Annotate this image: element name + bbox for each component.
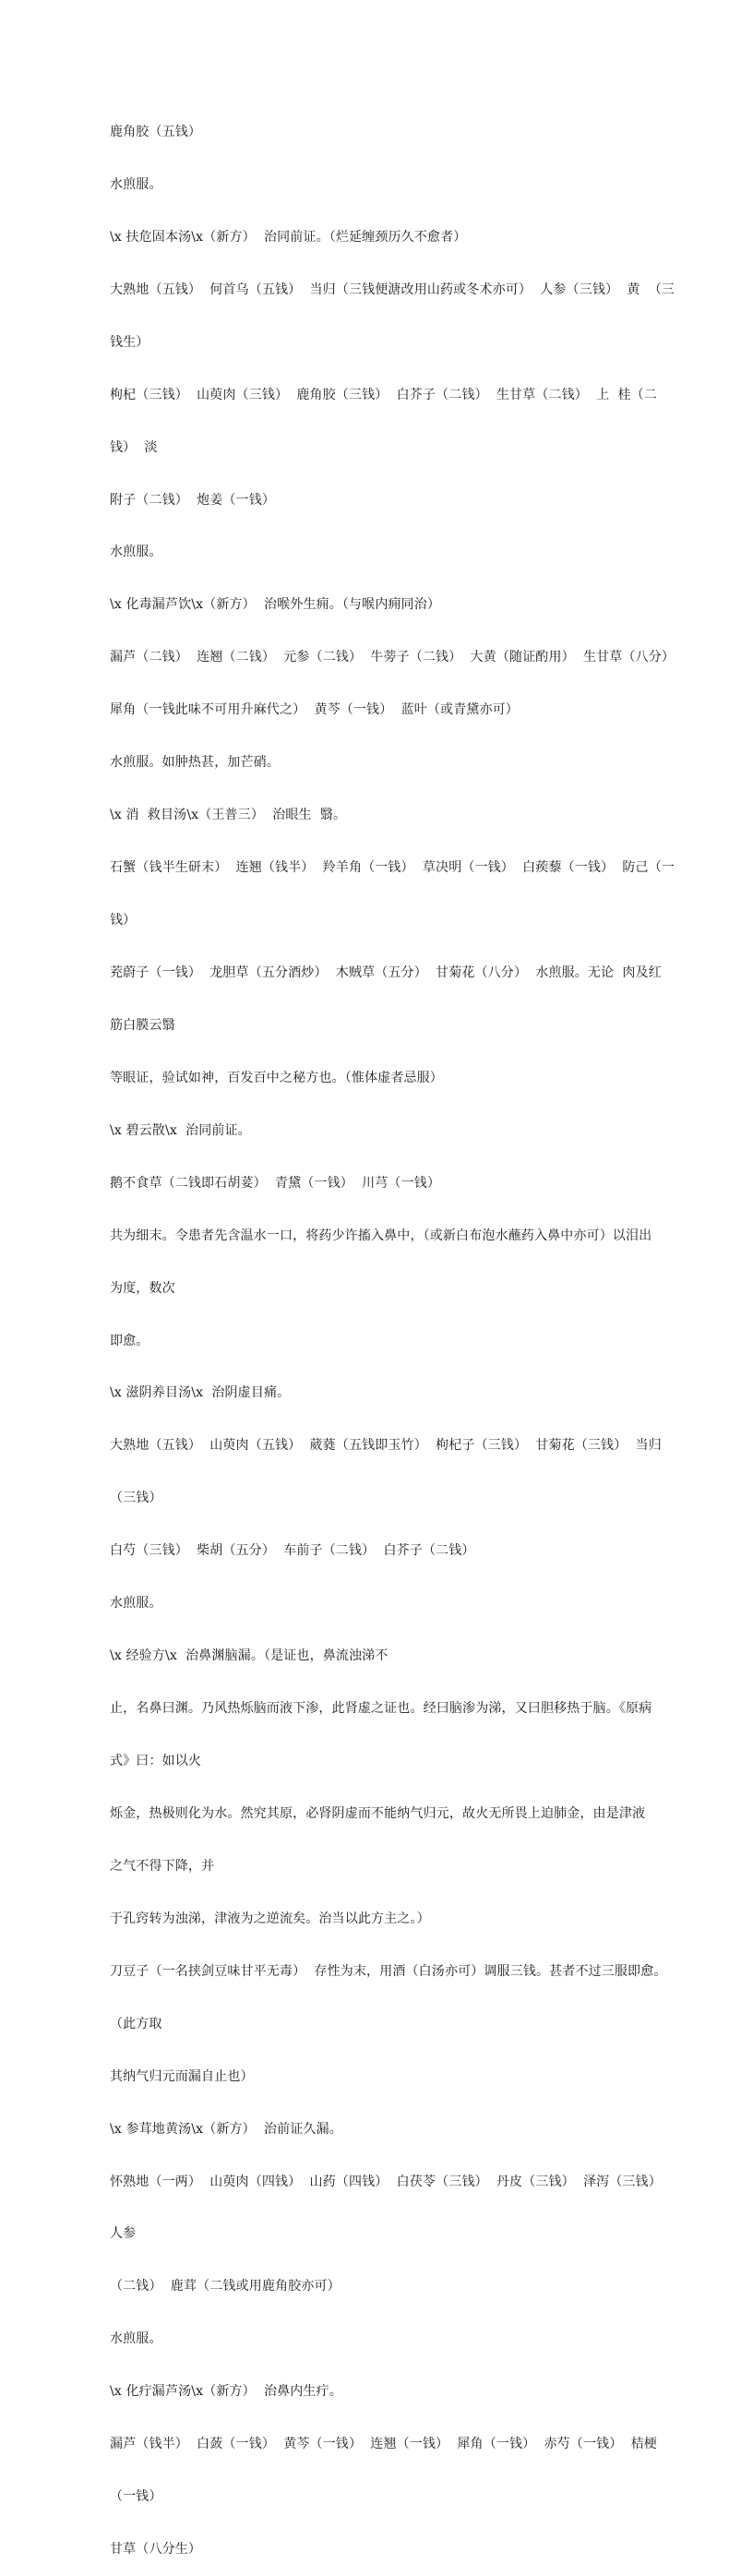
text-line: 水煎服。 bbox=[110, 2331, 162, 2347]
text-line: 等眼证，验试如神，百发百中之秘方也。（惟体虚者忌服） bbox=[110, 1070, 443, 1085]
text-line: 于孔窍转为浊涕，津液为之逆流矣。治当以此方主之。） bbox=[110, 1911, 430, 1926]
text-line: （二钱） 鹿茸（二钱或用鹿角胶亦可） bbox=[110, 2279, 341, 2294]
text-line: （一钱） bbox=[110, 2489, 162, 2505]
text-line: 水煎服。 bbox=[110, 1596, 162, 1611]
text-line: 筋白膜云翳 bbox=[110, 1017, 175, 1033]
text-line: 水煎服。如肿热甚，加芒硝。 bbox=[110, 755, 280, 771]
text-line: 水煎服。 bbox=[110, 176, 162, 192]
text-line: 人参 bbox=[110, 2226, 137, 2242]
document-page bbox=[110, 89, 675, 2576]
text-line: 茺蔚子（一钱） 龙胆草（五分酒炒） 木贼草（五分） 甘菊花（八分） 水煎服。无论 肉及红 bbox=[110, 965, 662, 980]
text-line: 为度，数次 bbox=[110, 1280, 175, 1296]
formula-heading: \x 消 救目汤\x（王普三） 治眼生 翳。 bbox=[110, 808, 347, 823]
text-line: 石蟹（钱半生研末） 连翘（钱半） 羚羊角（一钱） 草决明（一钱） 白蒺藜（一钱） 防己（一 bbox=[110, 860, 675, 876]
text-line: 钱） 淡 bbox=[110, 439, 158, 455]
text-line: 式》曰：如以火 bbox=[110, 1754, 202, 1769]
text-line: 钱） bbox=[110, 913, 137, 929]
text-line: 白芍（三钱） 柴胡（五分） 车前子（二钱） 白芥子（二钱） bbox=[110, 1543, 475, 1559]
text-line: 漏芦（二钱） 连翘（二钱） 元参（二钱） 牛蒡子（二钱） 大黄（随证酌用） 生甘草（八分） bbox=[110, 650, 675, 665]
text-line: 附子（二钱） 炮姜（一钱） bbox=[110, 492, 275, 508]
text-line: 鹅不食草（二钱即石胡荽） 青黛（一钱） 川芎（一钱） bbox=[110, 1175, 440, 1191]
text-line: 其纳气归元而漏自止也） bbox=[110, 2068, 254, 2084]
text-line: 刀豆子（一名挟剑豆味甘平无毒） 存性为末，用酒（白汤亦可）调服三钱。甚者不过三服即愈。 bbox=[110, 1963, 667, 1979]
formula-heading: \x 经验方\x 治鼻渊脑漏。（是证也，鼻流浊涕不 bbox=[110, 1648, 388, 1664]
formula-heading: \x 扶危固本汤\x（新方） 治同前证。（烂延缠颈历久不愈者） bbox=[110, 229, 467, 245]
text-line: 鹿角胶（五钱） bbox=[110, 124, 202, 139]
formula-heading: \x 参茸地黄汤\x（新方） 治前证久漏。 bbox=[110, 2121, 342, 2137]
text-line: 钱生） bbox=[110, 334, 149, 350]
text-line: 烁金，热极则化为水。然究其原，必肾阴虚而不能纳气归元，故火无所畏上迫肺金，由是津液 bbox=[110, 1805, 646, 1821]
text-line: 甘草（八分生） bbox=[110, 2542, 202, 2558]
formula-heading: \x 碧云散\x 治同前证。 bbox=[110, 1122, 251, 1138]
text-line: 止，名鼻曰渊。乃风热烁脑而液下渗，此肾虚之证也。经曰脑渗为涕，又曰胆移热于脑。《原病 bbox=[110, 1701, 652, 1717]
text-line: 大熟地（五钱） 山萸肉（五钱） 葳蕤（五钱即玉竹） 枸杞子（三钱） 甘菊花（三钱） 当归 bbox=[110, 1438, 662, 1454]
text-line: 水煎服。 bbox=[110, 545, 162, 560]
text-line: （此方取 bbox=[110, 2016, 162, 2031]
text-line: 之气不得下降，并 bbox=[110, 1858, 215, 1874]
text-line: 即愈。 bbox=[110, 1333, 149, 1348]
formula-heading: \x 化毒漏芦饮\x（新方） 治喉外生痈。（与喉内痈同治） bbox=[110, 597, 441, 613]
text-line: 大熟地（五钱） 何首乌（五钱） 当归（三钱便溏改用山药或冬术亦可） 人参（三钱） 黄 （三 bbox=[110, 282, 675, 297]
formula-heading: \x 化疔漏芦汤\x（新方） 治鼻内生疔。 bbox=[110, 2384, 342, 2400]
text-line: （三钱） bbox=[110, 1491, 162, 1506]
text-line: 共为细末。令患者先含温水一口，将药少许搐入鼻中，（或新白布泡水蘸药入鼻中亦可）以泪出 bbox=[110, 1228, 652, 1243]
text-line: 漏芦（钱半） 白蔹（一钱） 黄芩（一钱） 连翘（一钱） 犀角（一钱） 赤芍（一钱） 桔梗 bbox=[110, 2437, 657, 2452]
text-line: 怀熟地（一两） 山萸肉（四钱） 山药（四钱） 白茯苓（三钱） 丹皮（三钱） 泽泻（三钱） bbox=[110, 2174, 662, 2189]
text-line: 犀角（一钱此味不可用升麻代之） 黄芩（一钱） 蓝叶（或青黛亦可） bbox=[110, 702, 519, 718]
text-line: 枸杞（三钱） 山萸肉（三钱） 鹿角胶（三钱） 白芥子（二钱） 生甘草（二钱） 上 桂（二 bbox=[110, 387, 657, 402]
formula-heading: \x 滋阴养目汤\x 治阴虚目痛。 bbox=[110, 1385, 291, 1401]
